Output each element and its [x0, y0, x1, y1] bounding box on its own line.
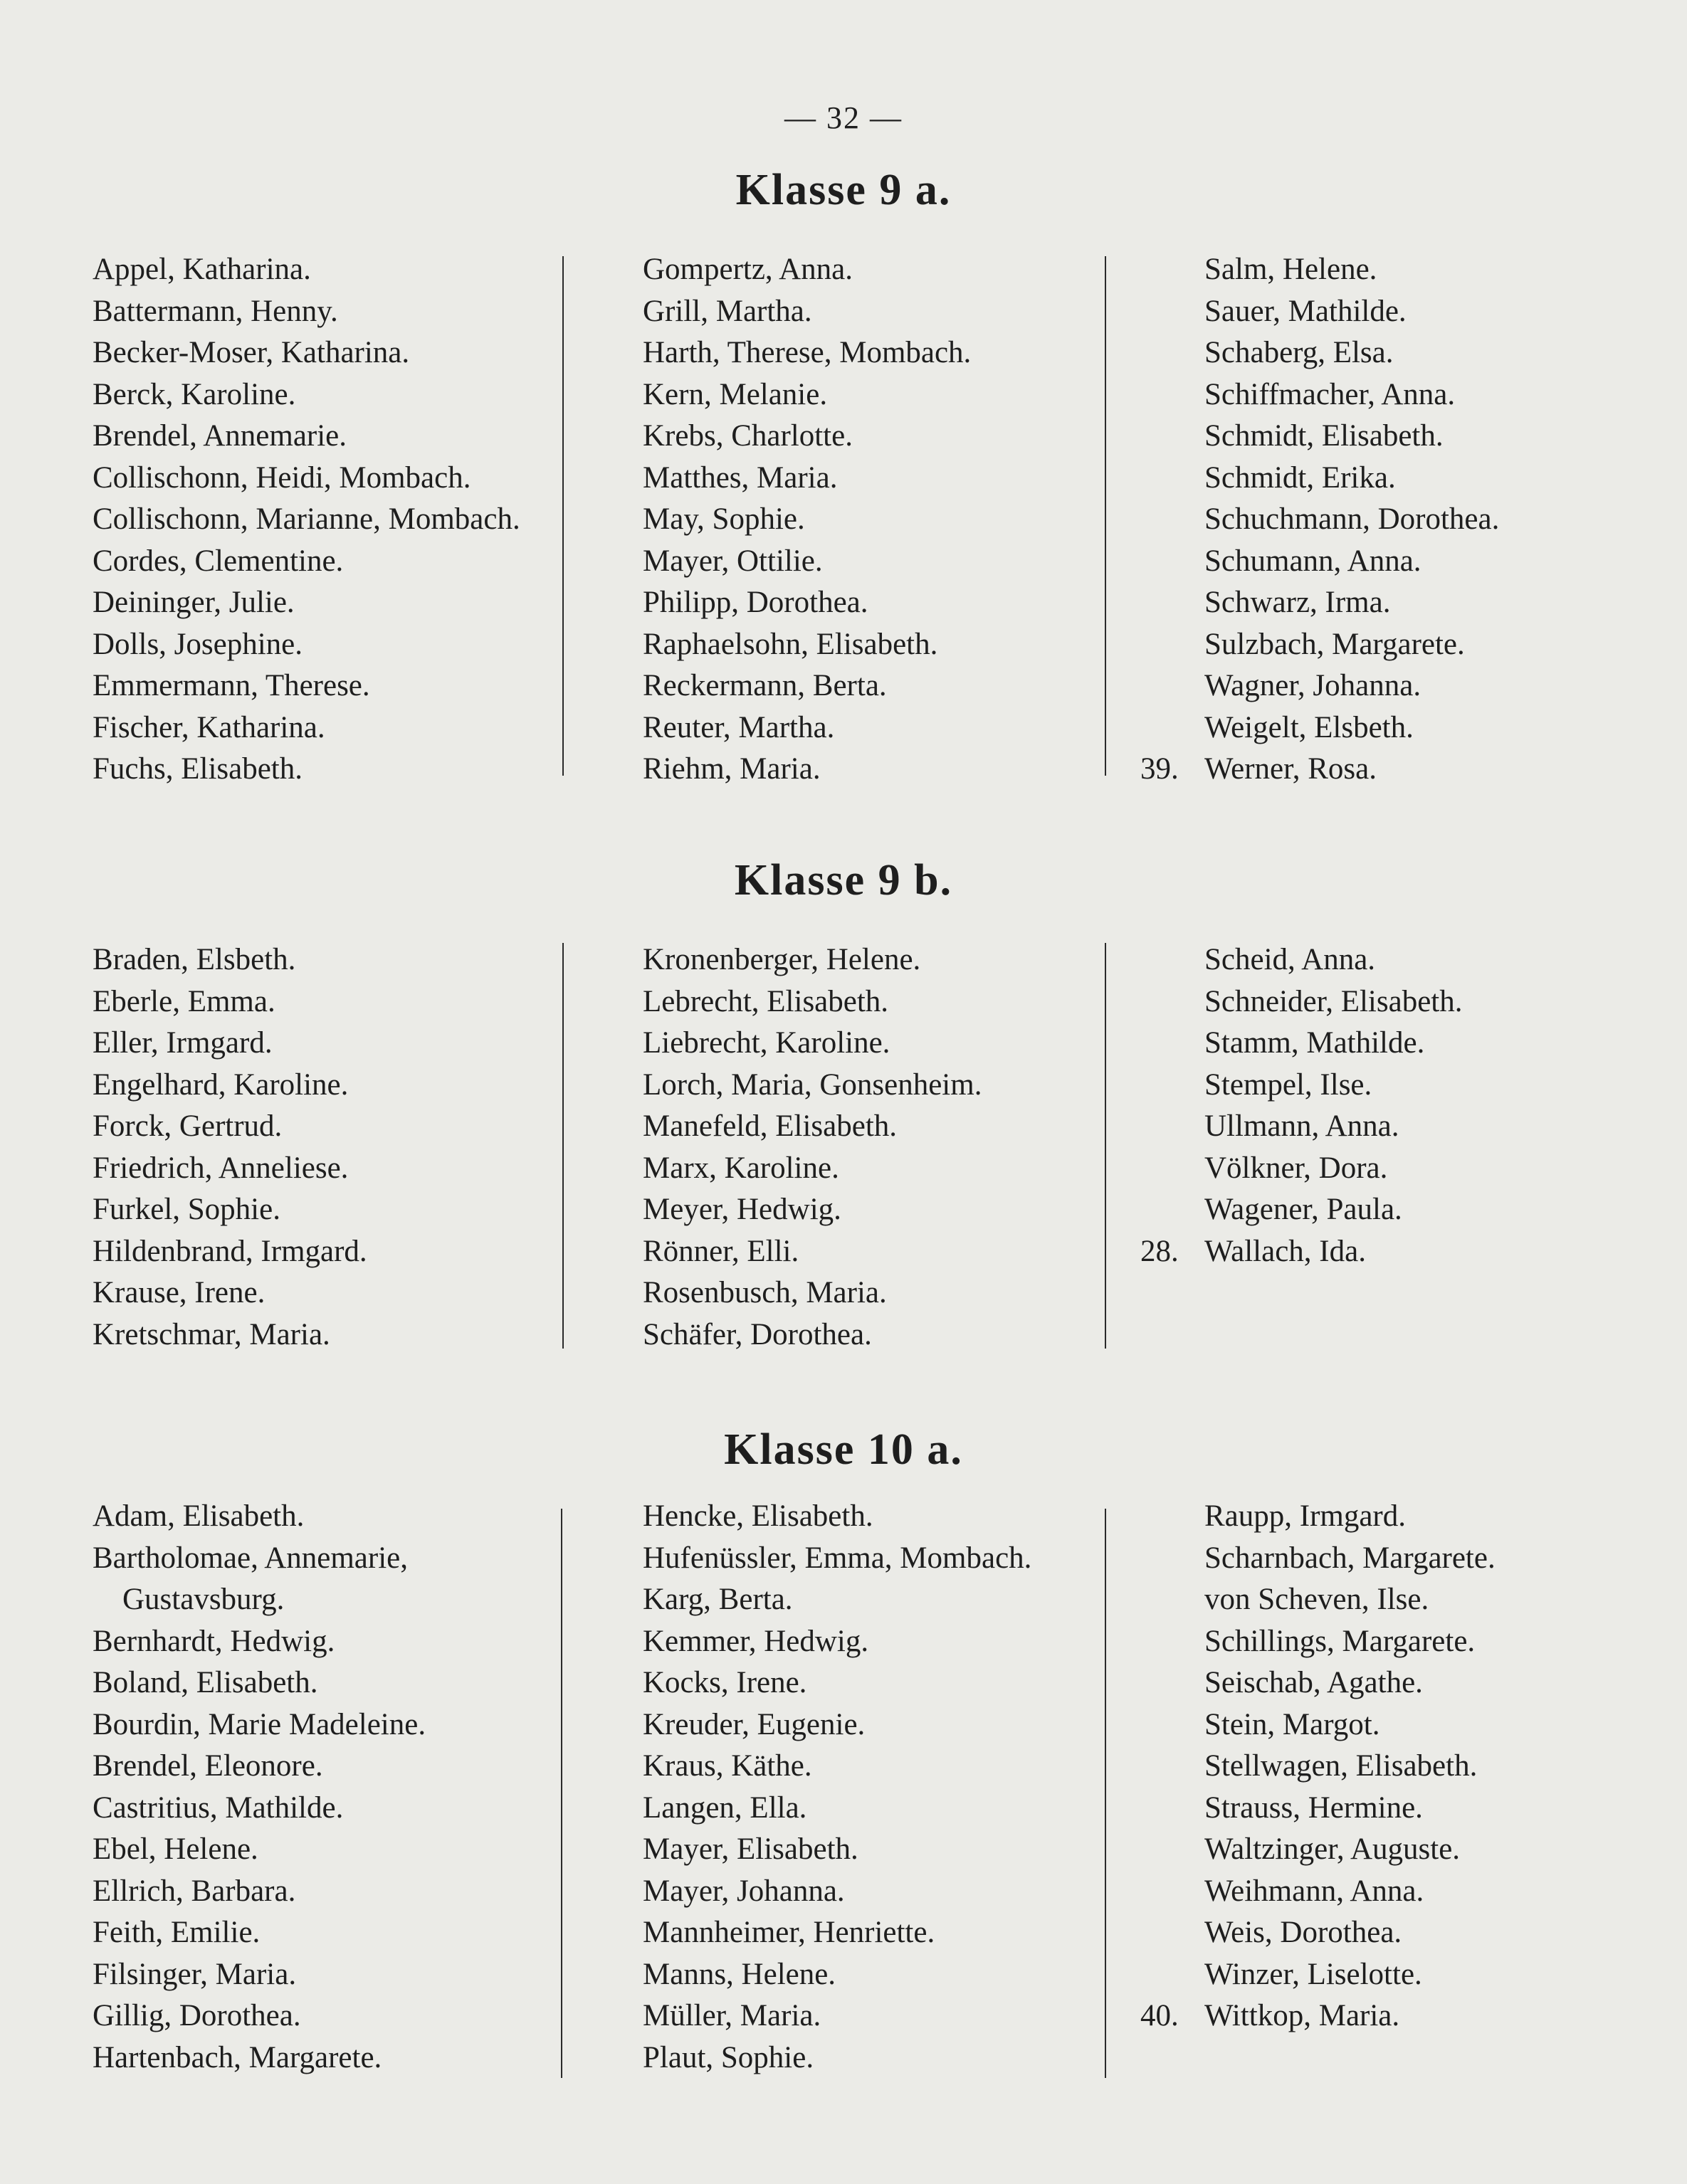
- list-item: [1204, 1871, 1496, 1913]
- student-name: Seischab, Agathe.: [1204, 1666, 1423, 1699]
- student-name: Schuchmann, Dorothea.: [1204, 502, 1500, 536]
- student-name: Matthes, Maria.: [643, 460, 838, 495]
- student-name: Weigelt, Elsbeth.: [1204, 710, 1414, 744]
- list-item: [1204, 1746, 1496, 1788]
- list-item: [643, 1106, 982, 1148]
- list-item: [643, 1621, 1031, 1663]
- list-item: [643, 249, 971, 291]
- student-name: Philipp, Dorothea.: [643, 586, 868, 619]
- student-name: Hufenüssler, Emma, Mombach.: [643, 1541, 1032, 1575]
- student-name: Schillings, Margarete.: [1204, 1624, 1476, 1658]
- list-item: [643, 1662, 1031, 1704]
- column-divider: [1105, 1509, 1106, 2078]
- list-item: [93, 582, 520, 624]
- student-name: Kern, Melanie.: [643, 377, 828, 411]
- student-name: Marx, Karoline.: [643, 1151, 839, 1185]
- list-item: [643, 939, 982, 981]
- list-item: [93, 249, 520, 291]
- list-item: [93, 1912, 426, 1954]
- student-name: Adam, Elisabeth.: [93, 1499, 305, 1533]
- column-divider: [562, 943, 564, 1349]
- student-name: Liebrecht, Karoline.: [643, 1026, 890, 1060]
- student-name: Kemmer, Hedwig.: [643, 1624, 869, 1658]
- list-item: [93, 1788, 426, 1830]
- student-name: Waltzinger, Auguste.: [1204, 1832, 1461, 1866]
- student-name: Werner, Rosa.: [1204, 752, 1377, 786]
- list-item: [93, 1579, 426, 1621]
- student-name: Stamm, Mathilde.: [1204, 1026, 1425, 1060]
- list-item: [1204, 1023, 1462, 1065]
- student-name: Stein, Margot.: [1204, 1707, 1380, 1741]
- list-item: [643, 541, 971, 583]
- student-name: Mayer, Elisabeth.: [643, 1832, 858, 1866]
- student-name: Bartholomae, Annemarie,: [93, 1541, 408, 1575]
- student-name: Furkel, Sophie.: [93, 1193, 280, 1226]
- list-item: [93, 1704, 426, 1746]
- list-item: [1204, 1788, 1496, 1830]
- student-name: Eller, Irmgard.: [93, 1026, 273, 1060]
- list-item: [93, 1746, 426, 1788]
- list-item: [1204, 249, 1499, 291]
- list-item: [1140, 1231, 1462, 1273]
- list-item: [643, 1023, 982, 1065]
- student-name: Lorch, Maria, Gonsenheim.: [643, 1067, 982, 1102]
- list-item: [1204, 1912, 1496, 1954]
- list-item: [93, 1106, 367, 1148]
- student-name: Eberle, Emma.: [93, 984, 275, 1018]
- student-name: Raphaelsohn, Elisabeth.: [643, 627, 938, 661]
- name-list-9a-col1: [93, 249, 520, 791]
- list-item: [643, 624, 971, 666]
- student-name: Kronenberger, Helene.: [643, 943, 921, 976]
- student-name: Battermann, Henny.: [93, 294, 338, 328]
- list-item: [643, 749, 971, 791]
- student-name: Völkner, Dora.: [1204, 1151, 1388, 1185]
- list-item: [93, 1496, 426, 1538]
- student-name: Krause, Irene.: [93, 1276, 266, 1309]
- student-name: Grill, Martha.: [643, 294, 812, 328]
- student-name: Kraus, Käthe.: [643, 1749, 812, 1783]
- list-item: [93, 1538, 426, 1580]
- student-name: Harth, Therese, Mombach.: [643, 336, 972, 369]
- student-name: Strauss, Hermine.: [1204, 1790, 1423, 1825]
- student-name: Wagner, Johanna.: [1204, 669, 1421, 702]
- column-divider: [562, 256, 564, 776]
- student-name: Karg, Berta.: [643, 1583, 793, 1616]
- student-name: Lebrecht, Elisabeth.: [643, 984, 889, 1018]
- list-item: [643, 1272, 982, 1314]
- student-name: Ellrich, Barbara.: [93, 1874, 296, 1908]
- name-list-9b-col1: [93, 939, 367, 1356]
- list-item: [1204, 1189, 1462, 1231]
- student-name: Meyer, Hedwig.: [643, 1193, 841, 1226]
- student-name: Schmidt, Erika.: [1204, 460, 1396, 495]
- list-item: [643, 2037, 1031, 2079]
- list-item: [1140, 749, 1499, 791]
- list-item: [93, 1314, 367, 1356]
- class-total: 28.: [1140, 1234, 1179, 1268]
- list-item: [643, 1871, 1031, 1913]
- column-divider: [561, 1509, 562, 2078]
- list-item: [93, 981, 367, 1023]
- student-name: Salm, Helene.: [1204, 253, 1377, 286]
- list-item: [1204, 1704, 1496, 1746]
- student-name: Raupp, Irmgard.: [1204, 1499, 1407, 1533]
- student-name: Mannheimer, Henriette.: [643, 1916, 935, 1949]
- list-item: [1204, 981, 1462, 1023]
- name-list-10a-col3: [1140, 1496, 1496, 2037]
- student-name: May, Sophie.: [643, 502, 805, 536]
- list-item: [1204, 291, 1499, 333]
- list-item: [643, 1314, 982, 1356]
- student-name: Scharnbach, Margarete.: [1204, 1541, 1496, 1575]
- list-item: [1204, 707, 1499, 749]
- list-item: [93, 624, 520, 666]
- student-name: Schwarz, Irma.: [1204, 586, 1391, 619]
- student-name: Wagener, Paula.: [1204, 1193, 1402, 1226]
- list-item: [1204, 582, 1499, 624]
- list-item: [643, 499, 971, 541]
- name-list-9b-col2: [643, 939, 982, 1356]
- list-item: [93, 1871, 426, 1913]
- list-item: [1204, 416, 1499, 458]
- list-item: [1204, 1662, 1496, 1704]
- student-name: Scheid, Anna.: [1204, 943, 1376, 976]
- list-item: [1204, 1065, 1462, 1107]
- student-name: Emmermann, Therese.: [93, 669, 370, 702]
- student-name: Schäfer, Dorothea.: [643, 1317, 872, 1351]
- list-item: [93, 1189, 367, 1231]
- list-item: [93, 665, 520, 707]
- list-item: [93, 1829, 426, 1871]
- list-item: [93, 416, 520, 458]
- list-item: [643, 1579, 1031, 1621]
- student-name: Wittkop, Maria.: [1204, 1999, 1400, 2032]
- list-item: [93, 2037, 426, 2079]
- list-item: [1204, 541, 1499, 583]
- column-divider: [1105, 256, 1106, 776]
- student-name: Bourdin, Marie Madeleine.: [93, 1707, 426, 1741]
- list-item: [1204, 1954, 1496, 1996]
- list-item: [93, 939, 367, 981]
- student-name: Cordes, Clementine.: [93, 544, 344, 578]
- list-item: [1204, 332, 1499, 374]
- list-item: [643, 707, 971, 749]
- list-item: [643, 458, 971, 500]
- list-item: [1140, 1995, 1496, 2037]
- section-title-9b: Klasse 9 b.: [734, 856, 953, 904]
- student-name: Rönner, Elli.: [643, 1234, 799, 1268]
- list-item: [1204, 665, 1499, 707]
- student-name: Sauer, Mathilde.: [1204, 294, 1407, 328]
- student-name: Krebs, Charlotte.: [643, 419, 853, 453]
- student-name: Manefeld, Elisabeth.: [643, 1109, 898, 1143]
- student-name: Gompertz, Anna.: [643, 253, 853, 286]
- student-name: Winzer, Liselotte.: [1204, 1957, 1422, 1991]
- list-item: [93, 1995, 426, 2037]
- list-item: [1204, 1496, 1496, 1538]
- student-name: Castritius, Mathilde.: [93, 1790, 344, 1825]
- list-item: [1204, 1106, 1462, 1148]
- name-list-9b-col3: [1140, 939, 1463, 1272]
- student-name: Riehm, Maria.: [643, 752, 821, 786]
- list-item: [1204, 374, 1499, 416]
- list-item: [643, 1746, 1031, 1788]
- list-item: [93, 1272, 367, 1314]
- student-name: Forck, Gertrud.: [93, 1109, 283, 1143]
- student-name: Weis, Dorothea.: [1204, 1916, 1402, 1949]
- student-name: Schumann, Anna.: [1204, 544, 1421, 578]
- list-item: [93, 1954, 426, 1996]
- page-number: — 32 —: [784, 100, 903, 135]
- student-name: Friedrich, Anneliese.: [93, 1151, 349, 1185]
- list-item: [1204, 1829, 1496, 1871]
- list-item: [93, 1023, 367, 1065]
- column-divider: [1105, 943, 1106, 1349]
- section-title-9a: Klasse 9 a.: [735, 166, 952, 214]
- list-item: [93, 707, 520, 749]
- list-item: [93, 1662, 426, 1704]
- student-name: Schaberg, Elsa.: [1204, 336, 1394, 369]
- student-name: Mayer, Johanna.: [643, 1874, 845, 1908]
- student-name: Hildenbrand, Irmgard.: [93, 1234, 367, 1268]
- list-item: [1204, 1621, 1496, 1663]
- name-list-9a-col2: [643, 249, 971, 791]
- student-name: Plaut, Sophie.: [643, 2040, 814, 2074]
- student-name: Kreuder, Eugenie.: [643, 1707, 866, 1741]
- student-name: von Scheven, Ilse.: [1204, 1583, 1429, 1616]
- class-total: 39.: [1140, 752, 1179, 786]
- list-item: [1204, 1148, 1462, 1190]
- list-item: [643, 1148, 982, 1190]
- list-item: [643, 1496, 1031, 1538]
- list-item: [643, 1231, 982, 1273]
- list-item: [93, 332, 520, 374]
- student-name: Hartenbach, Margarete.: [93, 2040, 382, 2074]
- list-item: [1204, 1538, 1496, 1580]
- student-name: Fuchs, Elisabeth.: [93, 752, 303, 786]
- list-item: [1204, 499, 1499, 541]
- student-name: Dolls, Josephine.: [93, 627, 303, 661]
- list-item: [643, 1704, 1031, 1746]
- student-name: Weihmann, Anna.: [1204, 1874, 1424, 1908]
- list-item: [1204, 939, 1462, 981]
- list-item: [643, 416, 971, 458]
- student-name: Becker-Moser, Katharina.: [93, 336, 410, 369]
- section-title-10a: Klasse 10 a.: [724, 1425, 963, 1474]
- student-name: Collischonn, Marianne, Mombach.: [93, 502, 520, 536]
- list-item: [643, 1954, 1031, 1996]
- list-item: [93, 374, 520, 416]
- list-item: [93, 1621, 426, 1663]
- student-name: Ebel, Helene.: [93, 1832, 258, 1866]
- student-name: Gillig, Dorothea.: [93, 1999, 301, 2032]
- student-name: Braden, Elsbeth.: [93, 943, 296, 976]
- list-item: [1204, 624, 1499, 666]
- student-name: Bernhardt, Hedwig.: [93, 1624, 335, 1658]
- list-item: [643, 1912, 1031, 1954]
- student-name: Schiffmacher, Anna.: [1204, 377, 1456, 411]
- list-item: [93, 1231, 367, 1273]
- student-name: Berck, Karoline.: [93, 377, 296, 411]
- student-name: Rosenbusch, Maria.: [643, 1276, 887, 1309]
- student-name: Kocks, Irene.: [643, 1666, 807, 1699]
- student-name: Stellwagen, Elisabeth.: [1204, 1749, 1478, 1783]
- student-name: Filsinger, Maria.: [93, 1957, 297, 1991]
- student-name: Kretschmar, Maria.: [93, 1317, 330, 1351]
- student-name: Müller, Maria.: [643, 1999, 821, 2032]
- student-name: Feith, Emilie.: [93, 1916, 261, 1949]
- class-total: 40.: [1140, 1999, 1179, 2032]
- list-item: [643, 582, 971, 624]
- name-list-10a-col2: [643, 1496, 1031, 2079]
- list-item: [1204, 458, 1499, 500]
- list-item: [643, 1189, 982, 1231]
- name-list-10a-col1: [93, 1496, 426, 2079]
- student-name: Schmidt, Elisabeth.: [1204, 419, 1444, 453]
- list-item: [1204, 1579, 1496, 1621]
- student-name: Langen, Ella.: [643, 1790, 807, 1825]
- student-name: Mayer, Ottilie.: [643, 544, 823, 578]
- list-item: [643, 332, 971, 374]
- student-name: Collischonn, Heidi, Mombach.: [93, 460, 471, 495]
- student-name: Sulzbach, Margarete.: [1204, 627, 1465, 661]
- list-item: [93, 499, 520, 541]
- student-name: Manns, Helene.: [643, 1957, 836, 1991]
- student-name: Boland, Elisabeth.: [93, 1666, 318, 1699]
- list-item: [643, 665, 971, 707]
- list-item: [643, 1788, 1031, 1830]
- student-name: Deininger, Julie.: [93, 586, 295, 619]
- list-item: [643, 981, 982, 1023]
- student-name: Reuter, Martha.: [643, 710, 835, 744]
- list-item: [93, 291, 520, 333]
- name-list-9a-col3: [1140, 249, 1500, 791]
- student-name: Schneider, Elisabeth.: [1204, 984, 1463, 1018]
- student-name: Wallach, Ida.: [1204, 1234, 1366, 1268]
- student-name: Gustavsburg.: [122, 1583, 285, 1616]
- student-name: Fischer, Katharina.: [93, 710, 325, 744]
- list-item: [643, 1065, 982, 1107]
- list-item: [643, 1829, 1031, 1871]
- student-name: Stempel, Ilse.: [1204, 1067, 1372, 1102]
- list-item: [93, 749, 520, 791]
- list-item: [93, 458, 520, 500]
- student-name: Hencke, Elisabeth.: [643, 1499, 873, 1533]
- list-item: [643, 1995, 1031, 2037]
- list-item: [643, 291, 971, 333]
- list-item: [93, 541, 520, 583]
- student-name: Reckermann, Berta.: [643, 669, 887, 702]
- student-name: Brendel, Annemarie.: [93, 419, 347, 453]
- list-item: [643, 1538, 1031, 1580]
- student-name: Ullmann, Anna.: [1204, 1109, 1399, 1143]
- list-item: [643, 374, 971, 416]
- student-name: Brendel, Eleonore.: [93, 1749, 323, 1783]
- student-name: Appel, Katharina.: [93, 253, 311, 286]
- student-name: Engelhard, Karoline.: [93, 1067, 349, 1102]
- list-item: [93, 1065, 367, 1107]
- list-item: [93, 1148, 367, 1190]
